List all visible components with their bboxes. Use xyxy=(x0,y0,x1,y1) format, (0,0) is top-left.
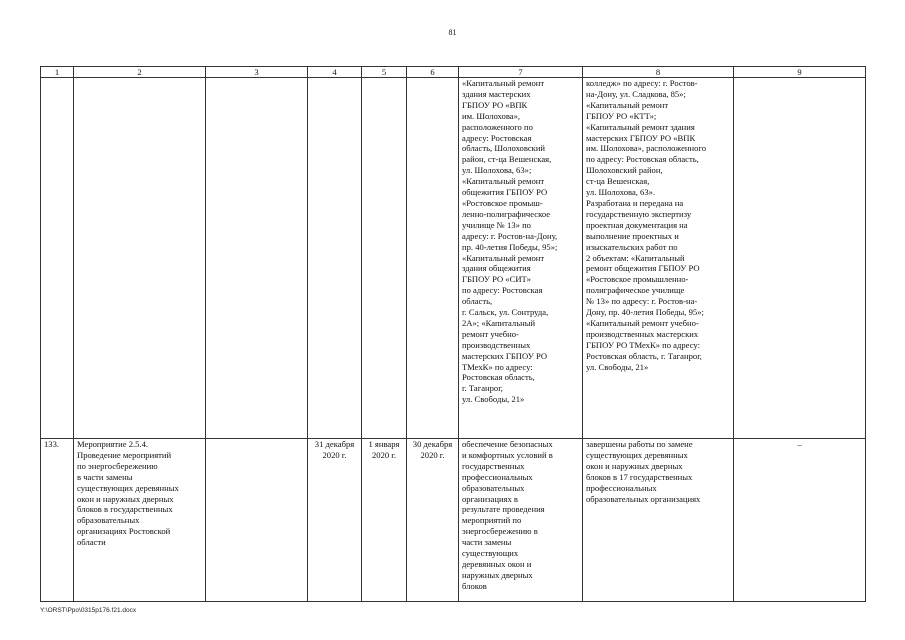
table-row-133 xyxy=(41,439,866,602)
report-table xyxy=(40,66,866,602)
column-header: 7 xyxy=(459,67,583,78)
cell-expected-result: «Капитальный ремонт здания мастерских ГБПОУ РО «ВПК им. Шолохова», расположенного по адресу: Ростовская область, Шолоховский район, ст-ца Вешенская, ул. Шолохова, 63»; «Капитальный ремонт общежития ГБПОУ РО «Ростовское промыш- ленно-полиграфическое училище № 13» по адресу: г. Ростов-на-Дону, пр. 40-летия Победы, 95»; «Капитальный ремонт здания общежития ГБПОУ РО «СИТ» по адресу: Ростовская область, г. Сальск, ул. Сонтруда, 2А»; «Капитальный ремонт учебно- производственных мастерских ГБПОУ РО ТМехК» по адресу: Ростовская область, г. Таганрог, ул. Свободы, 21» xyxy=(459,78,583,439)
cell-actual-start xyxy=(362,78,407,439)
cell-activity: Мероприятие 2.5.4. Проведение мероприятий по энергосбережению в части замены существующих деревянных окон и наружных дверных блоков в государственных образовательных организациях Ростовской области xyxy=(74,439,206,602)
column-header: 5 xyxy=(362,67,407,78)
table-row-continuation xyxy=(41,78,866,439)
file-path-footer: Y:\ORST\Ppo\0315p176.f21.docx xyxy=(40,607,137,614)
cell-responsible xyxy=(206,78,308,439)
cell-actual-result: завершены работы по замене существующих деревянных окон и наружных дверных блоков в 17 государственных профессиональных образовательных организациях xyxy=(583,439,734,602)
cell-actual-end xyxy=(407,78,459,439)
cell-activity xyxy=(74,78,206,439)
cell-number: 133. xyxy=(41,439,74,602)
column-header: 9 xyxy=(734,67,866,78)
column-header: 3 xyxy=(206,67,308,78)
column-header-row xyxy=(41,67,866,78)
cell-actual-end: 30 декабря 2020 г. xyxy=(407,439,459,602)
cell-planned-date: 31 декабря 2020 г. xyxy=(308,439,362,602)
column-header: 2 xyxy=(74,67,206,78)
cell-notes xyxy=(734,78,866,439)
cell-responsible xyxy=(206,439,308,602)
cell-planned-date xyxy=(308,78,362,439)
column-header: 8 xyxy=(583,67,734,78)
cell-number xyxy=(41,78,74,439)
cell-actual-result: колледж» по адресу: г. Ростов- на-Дону, ул. Сладкова, 85»; «Капитальный ремонт ГБПОУ РО «КТТ»; «Капитальный ремонт здания мастерских ГБПОУ РО «ВПК им. Шолохова», расположенного по адресу: Ростовская область, Шолоховский район, ст-ца Вешенская, ул. Шолохова, 63». Разработана и передана на государственную экспертизу проектная документация на выполнение проектных и изыскательских работ по 2 объектам: «Капитальный ремонт общежития ГБПОУ РО «Ростовское промышленно- полиграфическое училище № 13» по адресу: г. Ростов-на- Дону, пр. 40-летия Победы, 95»; «Капитальный ремонт учебно- производственных мастерских ГБПОУ РО ТМехК» по адресу: Ростовская область, г. Таганрог, ул. Свободы, 21» xyxy=(583,78,734,439)
cell-expected-result: обеспечение безопасных и комфортных условий в государственных профессиональных образовательных организациях в результате проведения мероприятий по энергосбережению в части замены существующих деревянных окон и наружных дверных блоков xyxy=(459,439,583,602)
cell-actual-start: 1 января 2020 г. xyxy=(362,439,407,602)
page-number: 81 xyxy=(448,28,457,37)
cell-notes: – xyxy=(734,439,866,602)
column-header: 1 xyxy=(41,67,74,78)
column-header: 4 xyxy=(308,67,362,78)
column-header: 6 xyxy=(407,67,459,78)
